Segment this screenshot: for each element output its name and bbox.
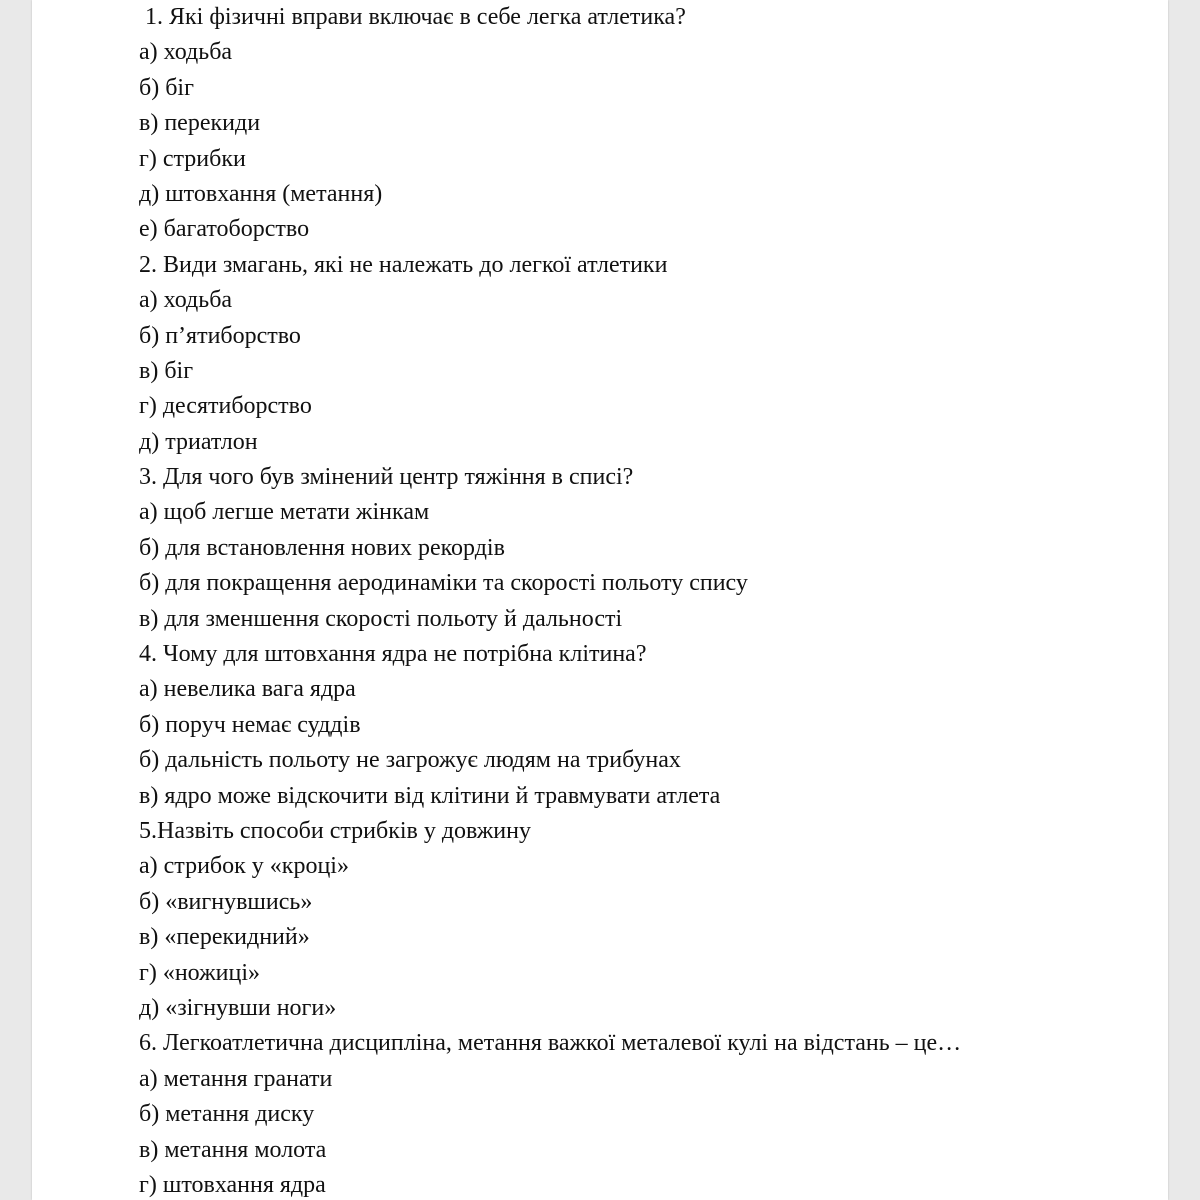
answer-option: г) стрибки — [139, 145, 246, 172]
answer-option: е) багатоборство — [139, 216, 310, 243]
answer-option: в) ядро може відскочити від клітини й травмувати атлета — [139, 782, 721, 809]
answer-option: б) для встановлення нових рекордів — [139, 534, 505, 561]
answer-option: а) невелика вага ядра — [139, 676, 356, 703]
question-block — [139, 248, 1139, 460]
question-text: 6. Легкоатлетична дисципліна, метання важкої металевої кулі на відстань – це… — [139, 1030, 962, 1057]
answer-option: в) біг — [139, 357, 194, 384]
answer-option: в) перекиди — [139, 110, 261, 137]
question-block — [139, 0, 1139, 248]
quiz-content — [139, 0, 1139, 1200]
question-text: 5.Назвіть способи стрибків у довжину — [139, 817, 531, 844]
answer-option: в) метання молота — [139, 1136, 327, 1163]
answer-option: г) десятиборство — [139, 393, 312, 420]
answer-option: а) щоб легше метати жінкам — [139, 499, 430, 526]
answer-option: б) поруч немає суддів — [139, 711, 361, 738]
answer-option: г) штовхання ядра — [139, 1171, 326, 1198]
question-block — [139, 460, 1139, 637]
answer-option: в) «перекидний» — [139, 924, 310, 951]
question-block — [139, 814, 1139, 1026]
answer-option: а) стрибок у «кроці» — [139, 853, 349, 880]
question-text: 3. Для чого був змінений центр тяжіння в списі? — [139, 464, 634, 491]
question-text: 1. Які фізичні вправи включає в себе легка атлетика? — [145, 4, 686, 30]
question-text: 2. Види змагань, які не належать до легкої атлетики — [139, 251, 668, 278]
answer-option: а) ходьба — [139, 287, 233, 314]
answer-option: б) для покращення аеродинаміки та скорості польоту спису — [139, 570, 748, 597]
answer-option: б) дальність польоту не загрожує людям на трибунах — [139, 747, 681, 774]
question-text: 4. Чому для штовхання ядра не потрібна клітина? — [139, 641, 647, 668]
answer-option: г) «ножиці» — [139, 959, 261, 986]
question-block — [139, 1026, 1139, 1200]
answer-option: а) метання гранати — [139, 1065, 333, 1092]
question-block — [139, 637, 1139, 814]
answer-option: а) ходьба — [139, 39, 233, 66]
answer-option: д) штовхання (метання) — [139, 180, 383, 207]
answer-option: б) біг — [139, 74, 194, 101]
answer-option: б) п’ятиборство — [139, 322, 301, 349]
answer-option: д) «зігнувши ноги» — [139, 994, 337, 1021]
answer-option: б) метання диску — [139, 1101, 315, 1128]
answer-option: д) триатлон — [139, 428, 258, 455]
document-page — [32, 0, 1168, 1200]
answer-option: б) «вигнувшись» — [139, 888, 313, 915]
answer-option: в) для зменшення скорості польоту й дальності — [139, 605, 623, 632]
